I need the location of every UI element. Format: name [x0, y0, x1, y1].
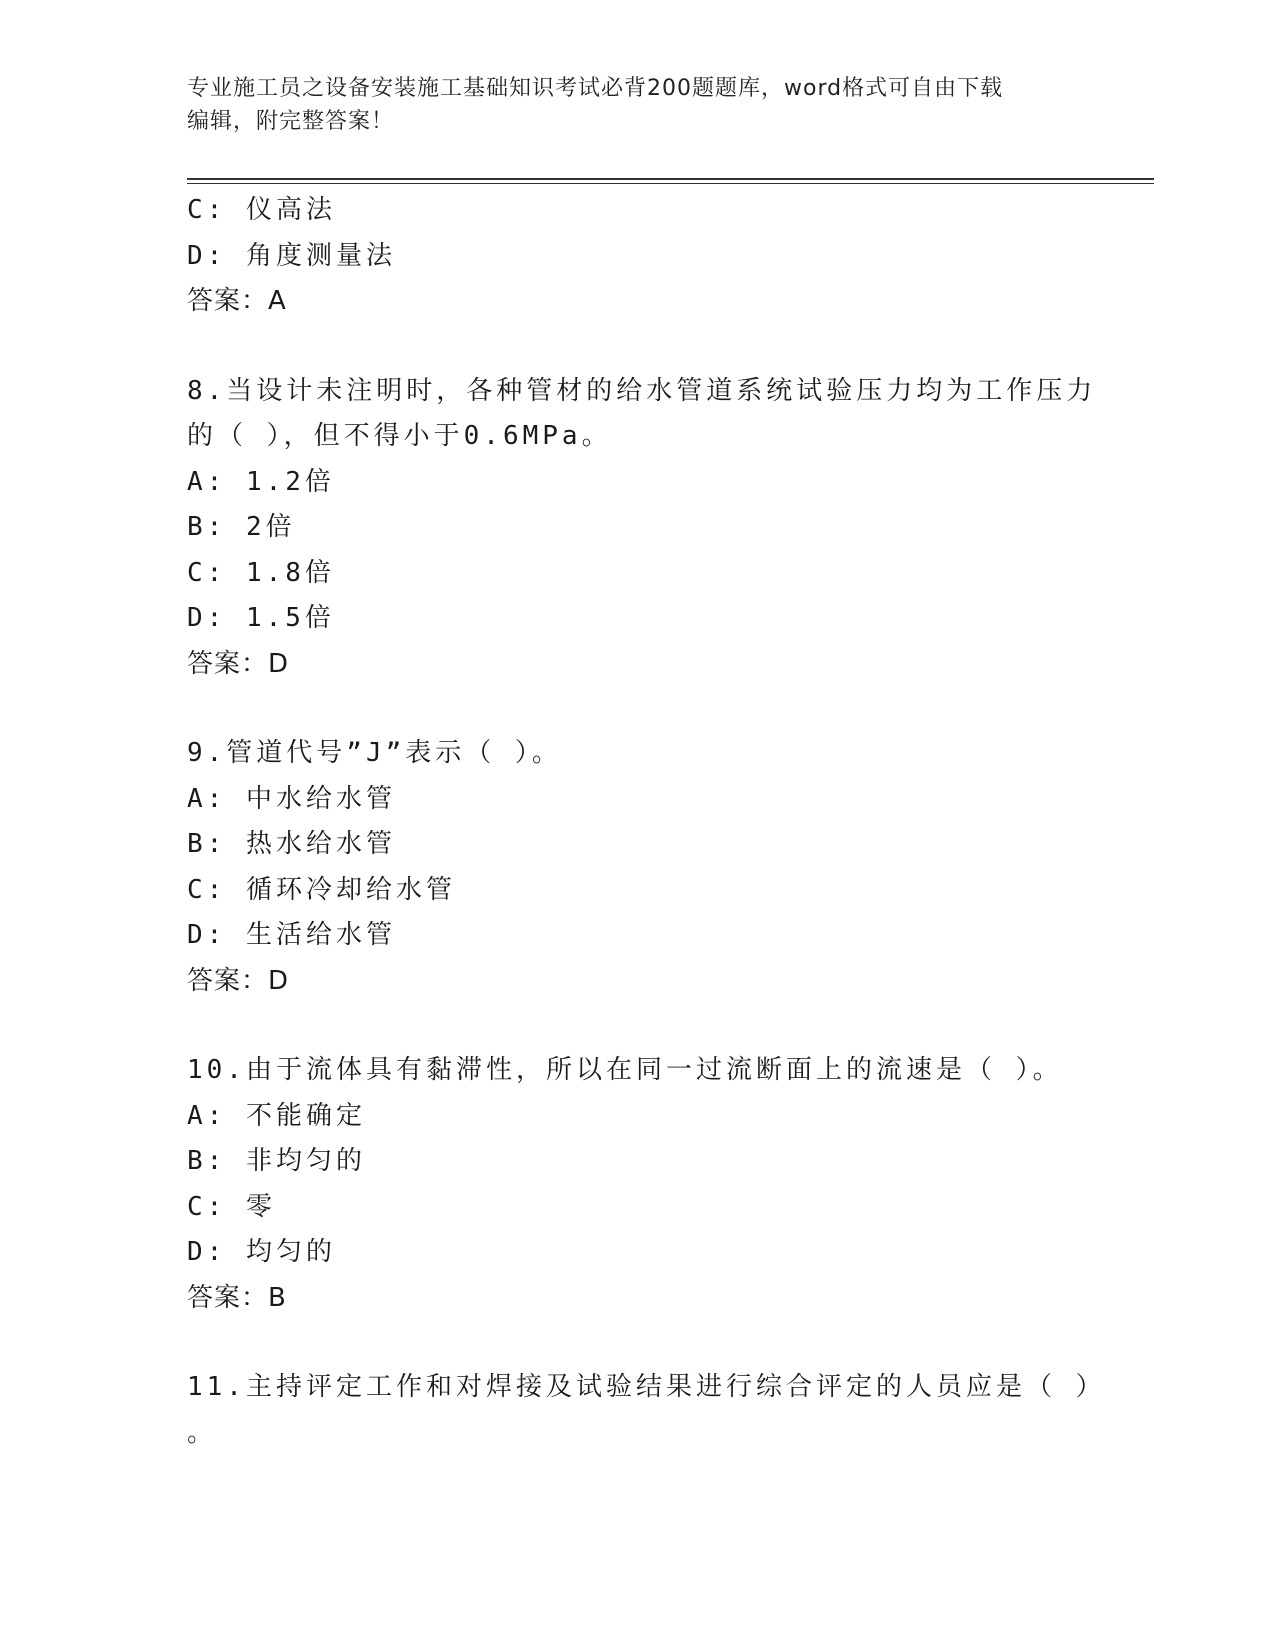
answer-line: 答案：A [187, 286, 287, 316]
option-d: D: 均匀的 [187, 1237, 336, 1267]
option-a: A: 不能确定 [187, 1100, 366, 1131]
option-d: D: 角度测量法 [187, 240, 396, 271]
option-c: C: 循环冷却给水管 [187, 874, 456, 905]
option-d: D: 生活给水管 [187, 920, 396, 950]
answer-line: 答案：D [187, 648, 290, 679]
option-a: A: 中水给水管 [187, 783, 396, 814]
question-9 [187, 731, 1067, 1004]
option-b: B: 非均匀的 [187, 1146, 366, 1176]
option-c: C: 零 [187, 1191, 276, 1222]
option-c: C: 1.8倍 [187, 557, 335, 588]
question-stem: 11.主持评定工作和对焊接及试验结果进行综合评定的人员应是（ ） [187, 1372, 1106, 1402]
header-line-2: 编辑，附完整答案！ [187, 109, 395, 134]
question-stem: 9.管道代号”J”表示（ ）。 [187, 738, 562, 768]
answer-line: 答案：B [187, 1282, 287, 1313]
header-line-1: 专业施工员之设备安装施工基础知识考试必背200题题库，word格式可自由下载 [187, 76, 1004, 101]
question-7-tail [187, 188, 1067, 325]
question-stem-continued: 的（ ），但不得小于0.6MPa。 [187, 421, 612, 451]
question-stem: 10.由于流体具有黏滞性，所以在同一过流断面上的流速是（ ）。 [187, 1055, 1063, 1085]
question-stem: 8.当设计未注明时，各种管材的给水管道系统试验压力均为工作压力 [187, 375, 1097, 406]
document-body [187, 188, 1106, 1456]
question-stem-continued: 。 [187, 1417, 214, 1448]
option-b: B: 热水给水管 [187, 829, 396, 859]
option-b: B: 2倍 [187, 512, 296, 542]
question-8 [187, 369, 1097, 688]
answer-line: 答案：D [187, 965, 290, 996]
header-divider-thin [187, 183, 1154, 184]
question-10 [187, 1048, 1067, 1321]
option-a: A: 1.2倍 [187, 466, 335, 497]
option-d: D: 1.5倍 [187, 603, 335, 633]
document-header [187, 72, 1087, 138]
question-11 [187, 1365, 1106, 1456]
option-c: C: 仪高法 [187, 195, 336, 225]
header-divider-thick [187, 178, 1154, 180]
